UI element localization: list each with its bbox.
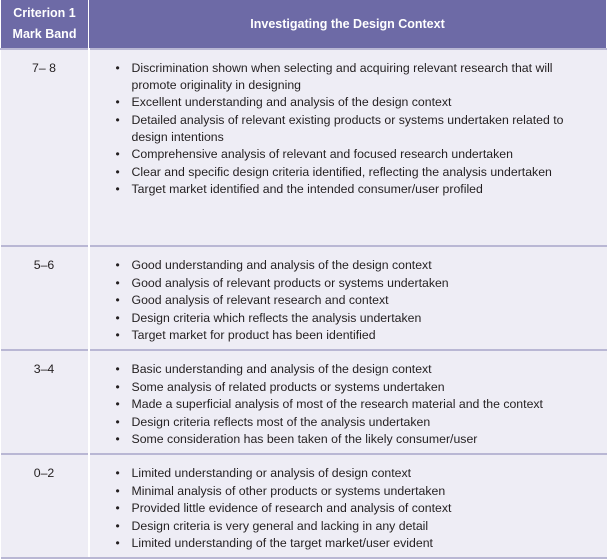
list-item: [116, 414, 601, 431]
bullet-icon: •: [115, 164, 120, 179]
bullet-icon: •: [115, 501, 120, 516]
list-item: [116, 465, 601, 482]
table-row: [1, 246, 607, 350]
criteria-list: [116, 361, 601, 448]
list-item-text: Design criteria which reflects the analysis undertaken: [131, 310, 422, 325]
criteria-cell: [89, 350, 607, 454]
list-item: [116, 431, 601, 448]
list-item-text: Limited understanding of the target market/user evident: [131, 536, 433, 551]
list-item-text: Some analysis of related products or systems undertaken: [131, 379, 445, 394]
list-item-text: Clear and specific design criteria identified, reflecting the analysis undertaken: [131, 164, 552, 179]
criteria-list: [116, 60, 601, 198]
list-item-text: Good understanding and analysis of the design context: [131, 258, 432, 272]
list-item-text: Design criteria is very general and lacking in any detail: [131, 518, 429, 533]
list-item-text: Basic understanding and analysis of the design context: [131, 361, 432, 376]
list-item: [116, 164, 601, 181]
list-item: [116, 181, 601, 198]
table-row: [1, 350, 607, 454]
bullet-icon: •: [115, 465, 120, 480]
list-item-text: Excellent understanding and analysis of the design context: [131, 95, 452, 110]
list-item: [116, 500, 601, 517]
bullet-icon: •: [115, 328, 120, 343]
list-item: [116, 94, 601, 111]
list-item-text: Provided little evidence of research and analysis of context: [131, 501, 452, 516]
mark-band-cell: 5–6: [1, 246, 89, 350]
list-item: [116, 292, 601, 309]
list-item: [116, 60, 601, 93]
list-item-text: Target market identified and the intended consumer/user profiled: [131, 182, 483, 197]
list-item: [116, 146, 601, 163]
mark-band-column-header: [1, 0, 89, 49]
bullet-icon: •: [115, 379, 120, 394]
column-header-line-1: Criterion 1: [13, 6, 76, 20]
list-item-text: Limited understanding or analysis of design context: [131, 465, 412, 480]
table-row: [1, 454, 607, 558]
mark-band-cell: 3–4: [1, 350, 89, 454]
bullet-icon: •: [115, 258, 120, 272]
bullet-icon: •: [115, 61, 120, 75]
bullet-icon: •: [115, 518, 120, 533]
bullet-icon: •: [115, 293, 120, 308]
list-item-text: Discrimination shown when selecting and acquiring relevant research that will promote originality in designing: [131, 61, 553, 92]
list-item: [116, 379, 601, 396]
mark-band-cell: 0–2: [1, 454, 89, 558]
bullet-icon: •: [115, 536, 120, 551]
list-item-text: Good analysis of relevant research and context: [131, 293, 389, 308]
bullet-icon: •: [115, 95, 120, 110]
list-item-text: Some consideration has been taken of the likely consumer/user: [131, 432, 478, 447]
bullet-icon: •: [115, 310, 120, 325]
criteria-cell: [89, 49, 607, 246]
column-header-line-2: Mark Band: [12, 27, 77, 41]
list-item: [116, 275, 601, 292]
list-item-text: Comprehensive analysis of relevant and focused research undertaken: [131, 147, 513, 162]
bullet-icon: •: [115, 112, 120, 127]
list-item: [116, 518, 601, 535]
bullet-icon: •: [115, 397, 120, 412]
list-item-text: Target market for product has been identified: [131, 328, 376, 343]
criteria-cell: [89, 454, 607, 558]
bullet-icon: •: [115, 275, 120, 290]
list-item: [116, 327, 601, 344]
list-item: [116, 112, 601, 145]
list-item: [116, 396, 601, 413]
bullet-icon: •: [115, 483, 120, 498]
list-item-text: Detailed analysis of relevant existing products or systems undertaken related to design intentions: [131, 112, 564, 144]
criteria-list: [116, 257, 601, 344]
criteria-list: [116, 465, 601, 552]
mark-band-cell: 7– 8: [1, 49, 89, 246]
bullet-icon: •: [115, 414, 120, 429]
list-item-text: Good analysis of relevant products or systems undertaken: [131, 275, 449, 290]
list-item: [116, 361, 601, 378]
list-item: [116, 535, 601, 552]
criteria-column-header: Investigating the Design Context: [89, 0, 607, 49]
table-row: [1, 49, 607, 246]
list-item-text: Design criteria reflects most of the analysis undertaken: [131, 414, 431, 429]
list-item-text: Made a superficial analysis of most of the research material and the context: [131, 397, 543, 412]
list-item-text: Minimal analysis of other products or systems undertaken: [131, 483, 446, 498]
criteria-cell: [89, 246, 607, 350]
bullet-icon: •: [115, 432, 120, 447]
list-item: [116, 310, 601, 327]
table-header-row: [1, 0, 607, 49]
bullet-icon: •: [115, 147, 120, 162]
bullet-icon: •: [115, 361, 120, 376]
list-item: [116, 257, 601, 274]
list-item: [116, 483, 601, 500]
bullet-icon: •: [115, 182, 120, 197]
